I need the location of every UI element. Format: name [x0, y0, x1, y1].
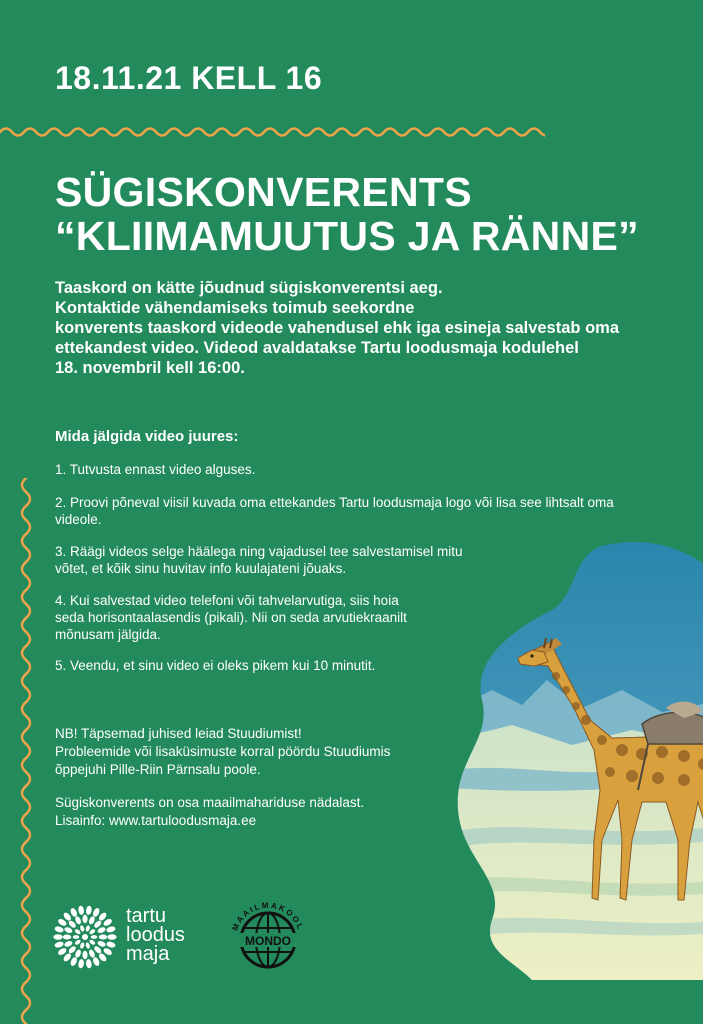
giraffe-landscape-illustration	[452, 540, 703, 980]
intro-paragraph	[55, 278, 675, 378]
petal	[69, 907, 78, 918]
orange-wave-vertical	[16, 478, 36, 1024]
petal	[69, 956, 78, 967]
petal	[74, 939, 81, 946]
nb-line: Probleemide või lisaküsimuste korral pöördu Stuudiumis	[55, 744, 391, 759]
guideline-line: 3. Räägi videos selge häälega ning vajadusel tee salvestamisel mitu	[55, 544, 463, 559]
info-note	[55, 794, 364, 830]
title-line-2: “KLIIMAMUUTUS JA RÄNNE”	[55, 213, 639, 259]
guideline-line: 4. Kui salvestad video telefoni või tahvelarvutiga, siis hoia	[55, 593, 399, 608]
nb-line: õppejuhi Pille-Riin Pärnsalu poole.	[55, 762, 261, 777]
guideline-item-5	[55, 657, 375, 674]
petal	[53, 934, 62, 940]
petal	[88, 916, 96, 926]
intro-line: Taaskord on kätte jõudnud sügiskonverentsi aeg.	[55, 279, 443, 297]
mondo-label: MONDO	[245, 934, 291, 948]
nb-note	[55, 725, 390, 779]
intro-line: konverents taaskord videode vahendusel ehk iga esineja salvestab oma	[55, 319, 619, 337]
title-line-1: SÜGISKONVERENTS	[55, 169, 472, 215]
petal	[89, 939, 96, 946]
petal	[91, 935, 97, 939]
petal	[85, 925, 91, 932]
petal	[89, 928, 96, 935]
guideline-line: 1. Tutvusta ennast video alguses.	[55, 462, 256, 477]
guideline-line: seda horisontaalasendis (pikali). Nii on seda arvutiekraanilt	[55, 610, 407, 625]
petal	[99, 934, 107, 939]
petal	[82, 951, 87, 959]
guideline-line: võtet, et kõik sinu huvitav info kuulajateni jõuaks.	[55, 561, 347, 576]
petal	[85, 905, 92, 915]
petal	[78, 959, 85, 969]
petal	[78, 905, 85, 915]
petal	[82, 915, 87, 923]
globe-icon	[226, 898, 310, 982]
info-line: Lisainfo: www.tartuloodusmaja.ee	[55, 813, 257, 828]
tartu-loodusmaja-logo-text	[126, 907, 185, 964]
guideline-line: videole.	[55, 512, 102, 527]
conference-title	[55, 170, 639, 258]
petal	[85, 959, 92, 969]
petal	[107, 934, 116, 940]
petal	[88, 949, 96, 959]
guideline-line: mõnusam jälgida.	[55, 627, 161, 642]
petal	[68, 920, 78, 930]
petal	[74, 916, 82, 926]
petal	[79, 942, 85, 949]
petal	[68, 945, 78, 955]
petal	[54, 941, 64, 949]
guideline-line: 2. Proovi põneval viisil kuvada oma ettekandes Tartu loodusmaja logo või lisa see lihtsalt oma	[55, 495, 614, 510]
petal	[74, 928, 81, 935]
logo-line: tartu	[126, 905, 167, 927]
petal	[63, 934, 71, 939]
petal	[74, 949, 82, 959]
petal	[92, 907, 101, 918]
guideline-item-1	[55, 461, 255, 478]
petal	[97, 926, 107, 934]
guideline-item-2	[55, 494, 614, 528]
nb-line: NB! Täpsemad juhised leiad Stuudiumist!	[55, 726, 302, 741]
petal	[92, 956, 101, 967]
logo-line: loodus	[126, 924, 185, 946]
intro-line: 18. novembril kell 16:00.	[55, 359, 245, 377]
logo-line: maja	[126, 943, 170, 965]
petal	[93, 920, 103, 930]
petal	[54, 925, 64, 933]
petal	[64, 926, 74, 934]
petal	[73, 935, 79, 939]
event-date: 18.11.21 KELL 16	[55, 60, 323, 96]
maailmakool-label: MAAILMAKOOL	[230, 900, 306, 933]
petal	[85, 942, 91, 949]
petal	[106, 941, 116, 949]
petal	[106, 925, 116, 933]
petal	[79, 925, 85, 932]
guidelines-heading: Mida jälgida video juures:	[55, 428, 239, 445]
info-line: Sügiskonverents on osa maailmahariduse nädalast.	[55, 795, 365, 810]
petal	[64, 940, 74, 948]
intro-line: ettekandest video. Videod avaldatakse Tartu loodusmaja kodulehel	[55, 339, 579, 357]
petal	[97, 940, 107, 948]
intro-line: Kontaktide vähendamiseks toimub seekordne	[55, 299, 415, 317]
guideline-line: 5. Veendu, et sinu video ei oleks pikem kui 10 minutit.	[55, 658, 376, 673]
guideline-item-3	[55, 543, 463, 577]
flower-icon	[52, 904, 118, 970]
petal	[93, 945, 103, 955]
guideline-item-4	[55, 592, 407, 643]
orange-wave-divider	[0, 124, 545, 140]
